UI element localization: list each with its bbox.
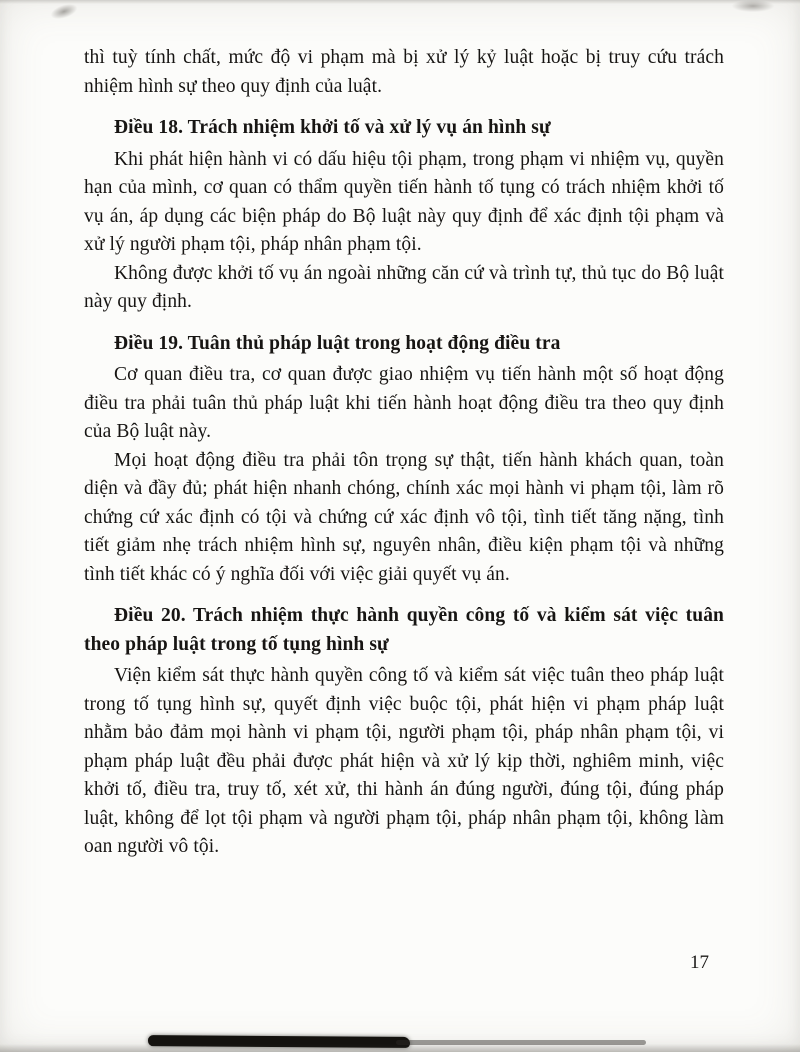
- article-19-paragraph-2: Mọi hoạt động điều tra phải tôn trọng sự thật, tiến hành khách quan, toàn diện và đầy đủ; phát hiện nhanh chóng, chính xác mọi hành vi phạm tội, làm rõ chứng cứ xác định có tội và chứng cứ xác định vô tội, tình tiết tăng nặng, tình tiết giảm nhẹ trách nhiệm hình sự, nguyên nhân, điều kiện phạm tội và những tình tiết khác có ý nghĩa đối với việc giải quyết vụ án.: [84, 449, 724, 585]
- page-content: [84, 44, 724, 862]
- scan-artifact-top-edge: [0, 0, 800, 4]
- article-19-heading: Điều 19. Tuân thủ pháp luật trong hoạt động điều tra: [114, 332, 561, 354]
- scan-artifact-top-left: [49, 1, 80, 22]
- page-number: 17: [690, 952, 709, 973]
- article-20-heading: Điều 20. Trách nhiệm thực hành quyền công tố và kiểm sát việc tuân theo pháp luật trong tố tụng hình sự: [84, 605, 724, 655]
- article-18-paragraph-1: Khi phát hiện hành vi có dấu hiệu tội phạm, trong phạm vi nhiệm vụ, quyền hạn của mình, cơ quan có thẩm quyền tiến hành tố tụng có trách nhiệm khởi tố vụ án, áp dụng các biện pháp do Bộ luật này quy định để xác định tội phạm và xử lý người phạm tội, pháp nhân phạm tội.: [84, 148, 724, 255]
- continuation-paragraph: thì tuỳ tính chất, mức độ vi phạm mà bị xử lý kỷ luật hoặc bị truy cứu trách nhiệm hình sự theo quy định của luật.: [84, 47, 724, 97]
- scan-artifact-bottom-blob: [148, 1035, 410, 1048]
- scan-artifact-bottom-line: [396, 1040, 646, 1045]
- article-19-paragraph-1: Cơ quan điều tra, cơ quan được giao nhiệm vụ tiến hành một số hoạt động điều tra phải tuân thủ pháp luật khi tiến hành hoạt động điều tra theo quy định của Bộ luật này.: [84, 364, 724, 442]
- scan-artifact-bottom-edge: [0, 1044, 800, 1052]
- article-20-paragraph-1: Viện kiểm sát thực hành quyền công tố và kiểm sát việc tuân theo pháp luật trong tố tụng hình sự, quyết định việc buộc tội, phát hiện vi phạm pháp luật nhằm bảo đảm mọi hành vi phạm tội, người phạm tội, pháp nhân phạm tội, vi phạm pháp luật đều phải được phát hiện và xử lý kịp thời, nghiêm minh, việc khởi tố, điều tra, truy tố, xét xử, thi hành án đúng người, đúng tội, đúng pháp luật, không để lọt tội phạm và người phạm tội, pháp nhân phạm tội, không làm oan người vô tội.: [84, 665, 724, 857]
- article-18-paragraph-2: Không được khởi tố vụ án ngoài những căn cứ và trình tự, thủ tục do Bộ luật này quy định.: [84, 262, 724, 312]
- article-18-heading: Điều 18. Trách nhiệm khởi tố và xử lý vụ án hình sự: [114, 117, 551, 138]
- scan-artifact-top-right: [732, 0, 774, 12]
